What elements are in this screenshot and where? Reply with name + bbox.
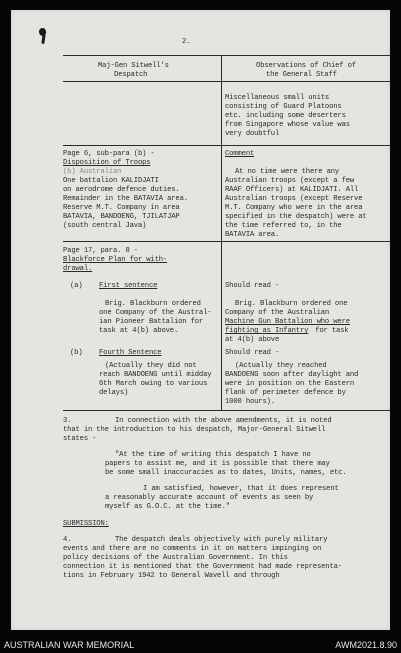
row2-heading-line2: Disposition of Troops (63, 159, 151, 167)
header-right-line2: the General Staff (266, 71, 337, 79)
row3-heading-line3: drawal. (63, 265, 93, 273)
para3-number: 3. (63, 417, 72, 425)
row3-heading-line1: Page 17, para. 8 - (63, 247, 138, 255)
row1-right-line: Miscellaneous small units (225, 94, 330, 102)
table-divider (221, 55, 222, 411)
para3-quote-line: be some small inaccuracies as to dates, Units, names, etc. (105, 469, 347, 477)
row3-a-left-line: Brig. Blackburn ordered (105, 300, 201, 308)
row3-b-left-line: reach BANDOENG until midday (99, 371, 212, 379)
table-rule (63, 145, 390, 146)
row3-b-right-head: Should read - (225, 349, 280, 357)
footer-institution: AUSTRALIAN WAR MEMORIAL (4, 640, 135, 650)
header-left-line2: Despatch (114, 71, 148, 79)
para4-line: events and there are no comments in it on matters impinging on (63, 545, 322, 553)
row2-right-line: M.T. Company who were in the area (225, 204, 363, 212)
row3-b-title: Fourth Sentence (99, 349, 162, 357)
row3-b-left-line: (Actually they did not (105, 362, 197, 370)
row2-right-line: At no time were there any (235, 168, 340, 176)
row2-right-line: Australian troops (except Reserve (225, 195, 363, 203)
row3-b-right-line: flank of perimeter defence by (225, 389, 346, 397)
row2-right-line: RAAF Officers) at KALIDJATI. All (225, 186, 359, 194)
row2-left-line: (south central Java) (63, 222, 147, 230)
header-left-line1: Maj-Gen Sitwell's (98, 62, 169, 70)
row1-right-line: from Singapore whose value was (225, 121, 350, 129)
row3-a-right-underlined: fighting as Infantry (225, 327, 309, 335)
row1-right-line: very doubtful (225, 130, 280, 138)
para3-quote-line: I am satisfied, however, that it does represent (143, 485, 339, 493)
row1-right-line: etc. including some deserters (225, 112, 346, 120)
row2-right-line: BATAVIA area. (225, 231, 280, 239)
row3-a-right-line: Company of the Australian (225, 309, 330, 317)
ink-mark (41, 34, 45, 44)
row3-b-left-line: delays) (99, 389, 129, 397)
row2-right-line: specified in the despatch) were at (225, 213, 367, 221)
footer-catalogue-number: AWM2021.8.90 (335, 640, 397, 650)
row2-right-line: Australian troops (except a few (225, 177, 355, 185)
table-rule (63, 241, 390, 242)
row3-b-right-line: BANDOENG soon after daylight and (225, 371, 359, 379)
table-rule (63, 81, 390, 82)
row2-faint-label: (b) Australian (63, 168, 122, 176)
row3-a-left-line: one Company of the Austral- (99, 309, 212, 317)
para3-quote-line: papers to assist me, and it is possible that there may (105, 460, 330, 468)
table-rule (63, 410, 390, 411)
para4-line: tions in February 1942 to General Wavell and through (63, 572, 280, 580)
row3-heading-line2: Blackforce Plan for with- (63, 256, 168, 264)
row2-left-line: BATAVIA, BANDOENG, TJILATJAP (63, 213, 180, 221)
row3-a-right-head: Should read - (225, 282, 280, 290)
para3-quote-line: myself as G.O.C. at the time." (105, 503, 230, 511)
para3-quote-line: a reasonably accurate account of events as seen by (105, 494, 314, 502)
row2-right-line: the time referred to, in the (225, 222, 342, 230)
row3-a-right-line: Brig. Blackburn ordered one (235, 300, 348, 308)
row2-left-line: Reserve M.T. Company in area (63, 204, 180, 212)
document-page (11, 10, 390, 630)
row2-left-line: Remainder in the BATAVIA area. (63, 195, 188, 203)
row3-b-right-line: 1000 hours). (225, 398, 275, 406)
row3-a-left-line: task at 4(b) above. (99, 327, 179, 335)
para3-line: that in the introduction to his despatch, Major-General Sitwell (63, 426, 326, 434)
page-number: 2. (182, 38, 191, 46)
row2-left-line: on aerodrome defence duties. (63, 186, 180, 194)
para3-quote-line: "At the time of writing this despatch I have no (115, 451, 311, 459)
submission-heading: SUBMISSION: (63, 520, 109, 528)
para4-line: policy decisions of the Australian Government. In this (63, 554, 288, 562)
row2-left-line: One battalion KALIDJATI (63, 177, 159, 185)
row3-a-right-end: at 4(b) above (225, 336, 280, 344)
archive-footer (0, 638, 401, 653)
row3-a-right-tail: for task (311, 327, 349, 335)
para4-number: 4. (63, 536, 72, 544)
row2-heading-line1: Page 6, sub-para (b) - (63, 150, 155, 158)
row1-right-line: consisting of Guard Platoons (225, 103, 342, 111)
para3-line: states - (63, 435, 97, 443)
row3-b-right-line: (Actually they reached (235, 362, 327, 370)
row3-b-label: (b) (70, 349, 83, 357)
row3-a-right-underlined: Machine Gun Battalion who were (225, 318, 350, 326)
row3-a-label: (a) (70, 282, 83, 290)
table-rule (63, 55, 390, 56)
para3-line: In connection with the above amendments, it is noted (115, 417, 332, 425)
row3-b-right-line: were in position on the Eastern (225, 380, 355, 388)
row3-b-left-line: 6th March owing to various (99, 380, 208, 388)
row3-a-left-line: ian Pioneer Battalion for (99, 318, 204, 326)
row2-right-heading: Comment (225, 150, 255, 158)
header-right-line1: Observations of Chief of (256, 62, 356, 70)
para4-line: The despatch deals objectively with purely military (115, 536, 328, 544)
row3-a-title: First sentence (99, 282, 158, 290)
para4-line: connection it is mentioned that the Government had made representa- (63, 563, 342, 571)
